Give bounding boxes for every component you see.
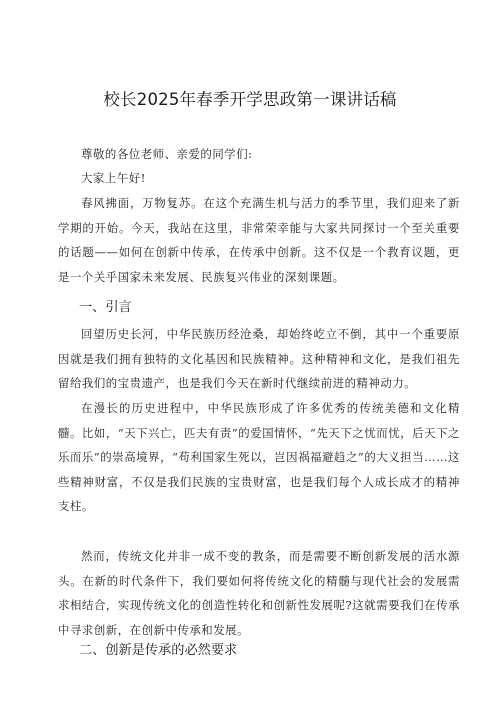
document-title: 校长2025年春季开学思政第一课讲话稿 [103, 90, 397, 109]
section-1-paragraph-1: 回望历史长河，中华民族历经沧桑，却始终屹立不倒，其中一个重要原因就是我们拥有独特的文化基因和民族精神。这种精神和文化，是我们祖先留给我们的宝贵遗产，也是我们今天在新时代继续前进的精神动力。 [58, 327, 460, 391]
section-1-paragraph-2: 在漫长的历史进程中，中华民族形成了许多优秀的传统美德和文化精髓。比如，“天下兴亡，匹夫有责”的爱国情怀，“先天下之忧而忧，后天下之乐而乐”的崇高境界，“苟利国家生死以，岂因祸福避趋之”的大义担当……这些精神财富，不仅是我们民族的宝贵财富，也是我们每个人成长成才的精神支柱。 [58, 401, 460, 514]
greeting: 大家上午好! [81, 171, 146, 185]
section-heading-innovation: 二、创新是传承的必然要求 [79, 643, 238, 658]
salutation: 尊敬的各位老师、亲爱的同学们: [81, 147, 253, 161]
section-1-paragraph-3: 然而，传统文化并非一成不变的教条，而是需要不断创新发展的活水源头。在新的时代条件下，我们要如何将传统文化的精髓与现代社会的发展需求相结合，实现传统文化的创造性转化和创新性发展呢?这就需要我们在传承中寻求创新，在创新中传承和发展。 [58, 549, 460, 637]
section-heading-introduction: 一、引言 [79, 300, 132, 315]
intro-paragraph: 春风拂面，万物复苏。在这个充满生机与活力的季节里，我们迎来了新学期的开始。今天，我站在这里，非常荣幸能与大家共同探讨一个至关重要的话题——如何在创新中传承，在传承中创新。这不仅是一个教育议题，更是一个关乎国家未来发展、民族复兴伟业的深刻课题。 [58, 196, 460, 284]
